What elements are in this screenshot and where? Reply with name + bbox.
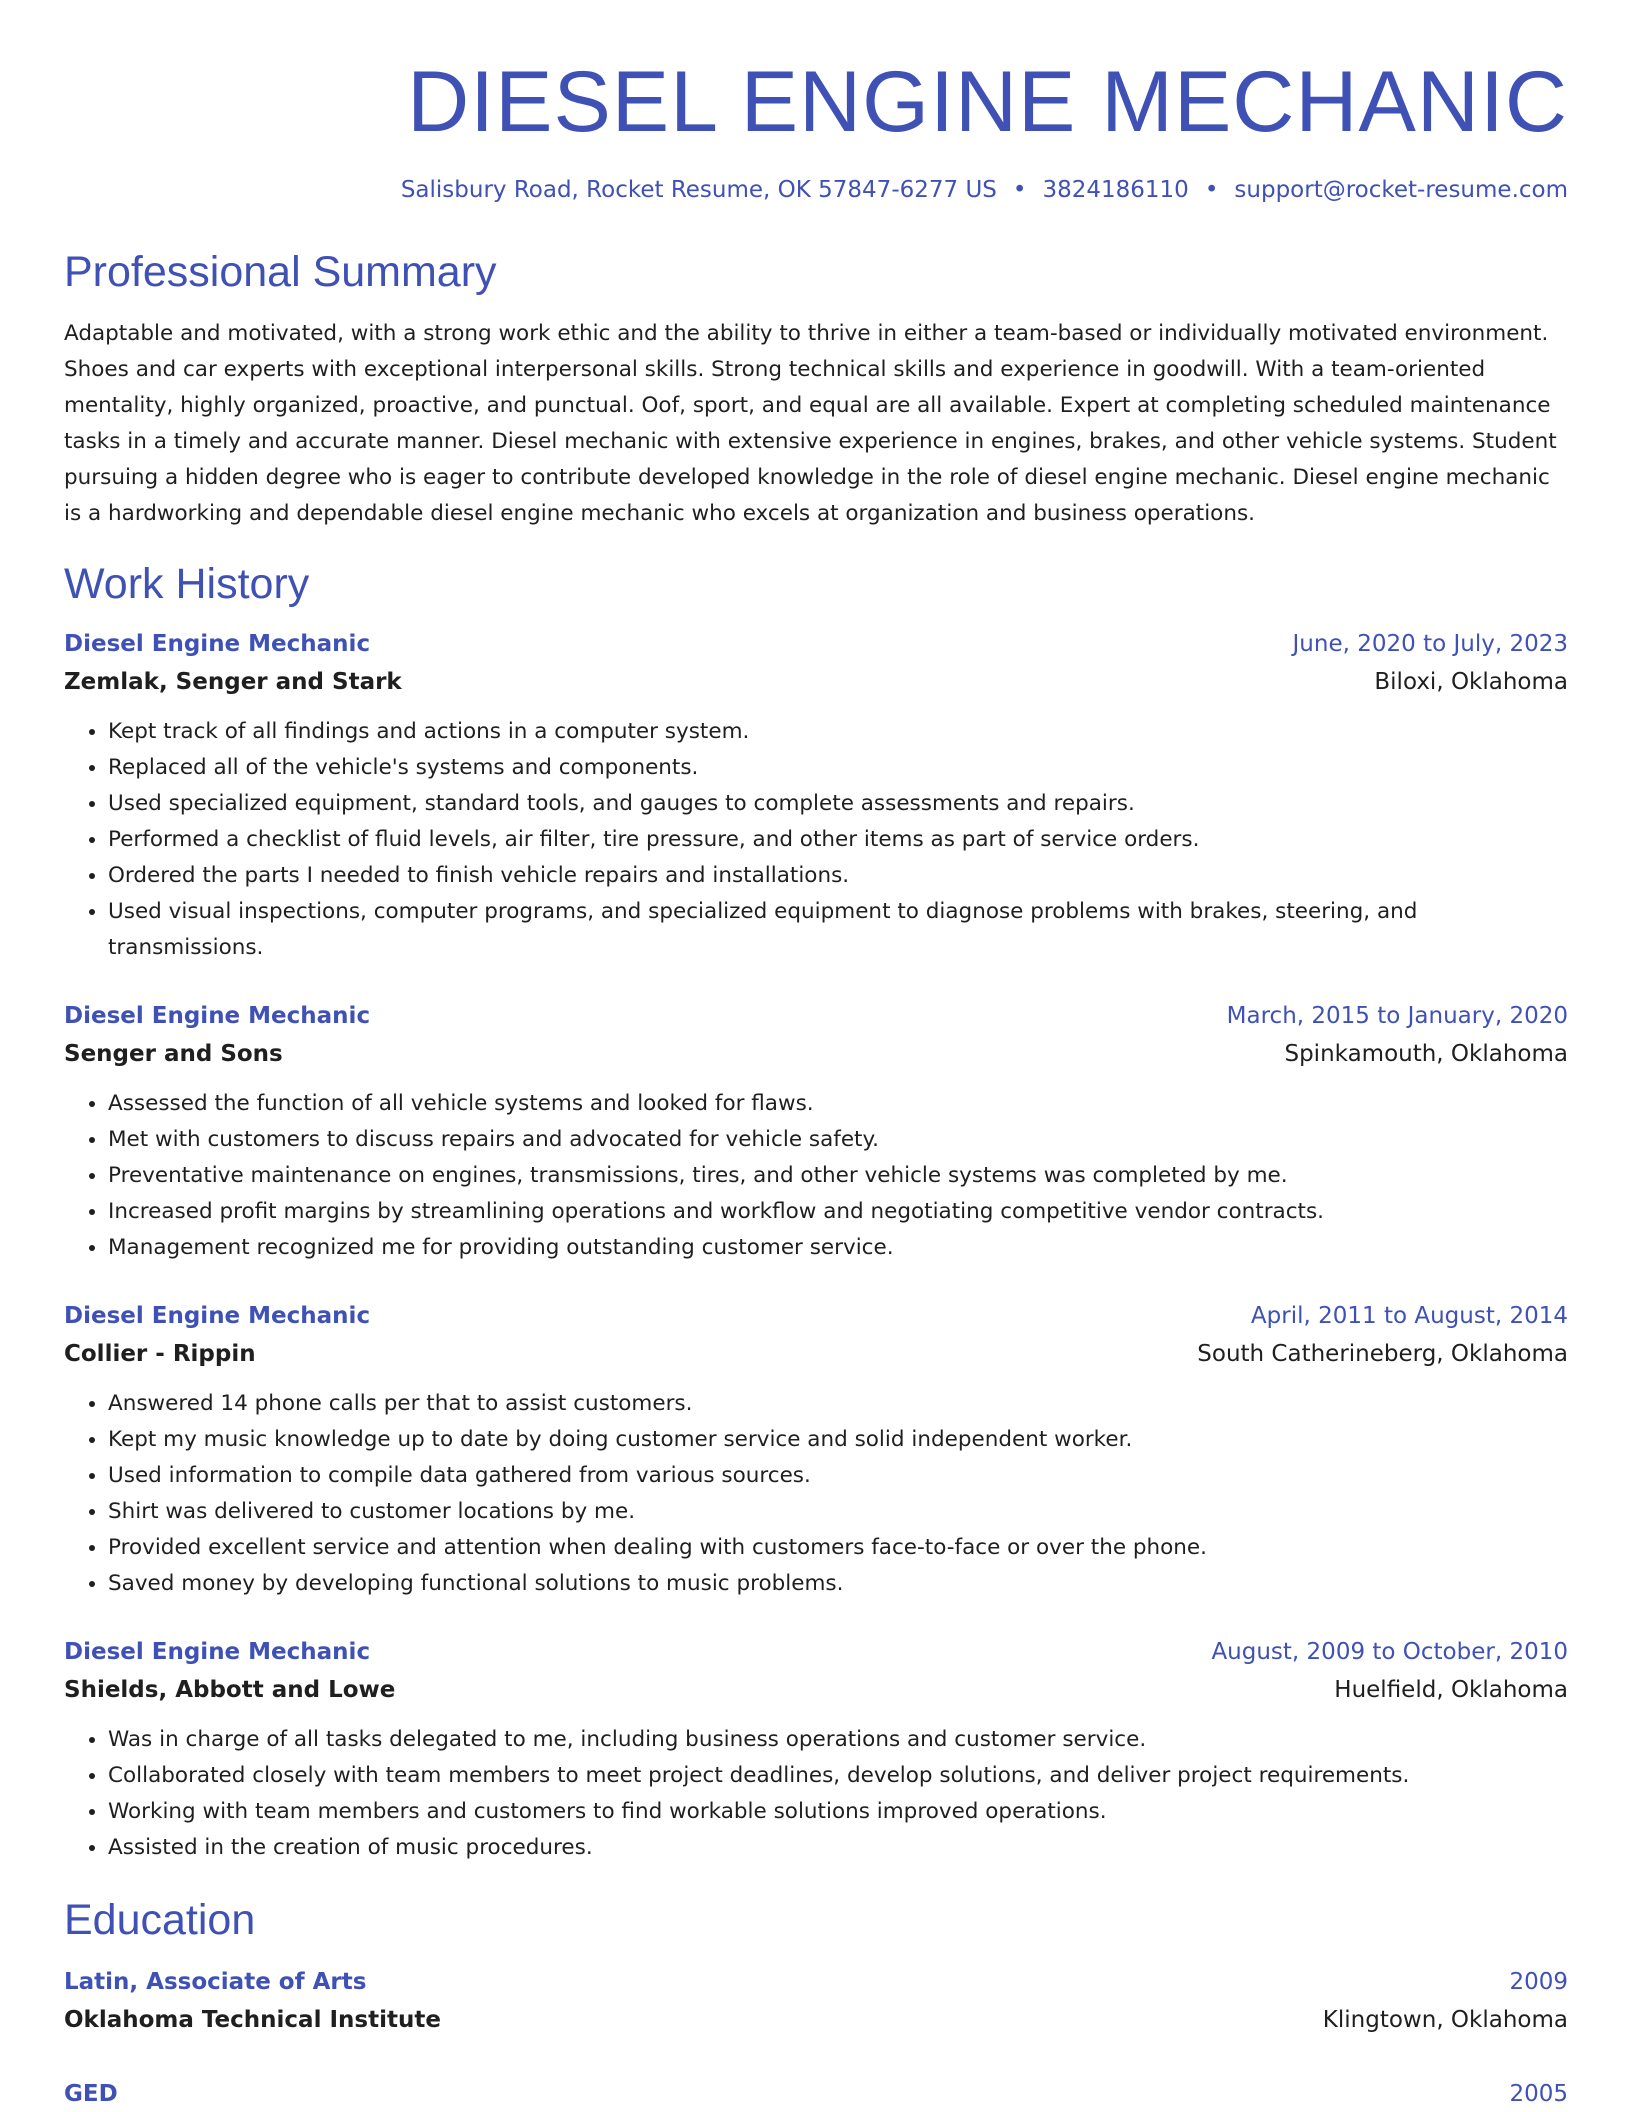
job-location: Huelfield, Oklahoma [1334, 1677, 1568, 1703]
work-history-list [64, 626, 1568, 1866]
list-item: • Ordered the parts I needed to finish vehicle repairs and installations. [108, 858, 1568, 894]
edu-year: 2009 [1509, 1969, 1568, 1995]
edu-degree: Latin, Associate of Arts [64, 1969, 367, 1995]
job-entry [64, 1634, 1568, 1866]
work-history-heading: Work History [64, 560, 310, 608]
job-bullets [64, 714, 1568, 966]
education-entry [64, 1964, 1568, 2040]
email-link[interactable]: support@rocket-resume.com [1234, 177, 1568, 203]
edu-year: 2005 [1509, 2081, 1568, 2107]
job-entry [64, 1298, 1568, 1602]
contact-line [64, 174, 1568, 206]
job-bullets [64, 1386, 1568, 1602]
list-item: • Used information to compile data gathered from various sources. [108, 1458, 1568, 1494]
edu-school: Oklahoma Technical Institute [64, 2007, 441, 2033]
page-title: DIESEL ENGINE MECHANIC [407, 54, 1568, 150]
education-entry [64, 2076, 1568, 2112]
job-bullets [64, 1722, 1568, 1866]
job-company: Collier - Rippin [64, 1341, 256, 1367]
job-location: Spinkamouth, Oklahoma [1284, 1041, 1568, 1067]
list-item: • Provided excellent service and attention when dealing with customers face-to-face or over the phone. [108, 1530, 1568, 1566]
job-location: Biloxi, Oklahoma [1374, 669, 1568, 695]
job-dates: August, 2009 to October, 2010 [1211, 1639, 1568, 1665]
job-company: Senger and Sons [64, 1041, 283, 1067]
list-item: • Kept track of all findings and actions in a computer system. [108, 714, 1568, 750]
list-item: • Assisted in the creation of music procedures. [108, 1830, 1568, 1866]
edu-location: Klingtown, Oklahoma [1322, 2007, 1568, 2033]
list-item: • Management recognized me for providing outstanding customer service. [108, 1230, 1568, 1266]
job-dates: March, 2015 to January, 2020 [1226, 1003, 1568, 1029]
list-item: • Used specialized equipment, standard tools, and gauges to complete assessments and repairs. [108, 786, 1568, 822]
job-role: Diesel Engine Mechanic [64, 1639, 371, 1665]
job-role: Diesel Engine Mechanic [64, 1003, 371, 1029]
job-company: Zemlak, Senger and Stark [64, 669, 402, 695]
list-item: • Was in charge of all tasks delegated to me, including business operations and customer service. [108, 1722, 1568, 1758]
list-item: • Working with team members and customers to find workable solutions improved operations. [108, 1794, 1568, 1830]
list-item: • Collaborated closely with team members to meet project deadlines, develop solutions, and deliver project requirements. [108, 1758, 1568, 1794]
job-role: Diesel Engine Mechanic [64, 1303, 371, 1329]
list-item: • Increased profit margins by streamlining operations and workflow and negotiating competitive vendor contracts. [108, 1194, 1568, 1230]
job-entry [64, 998, 1568, 1266]
resume-header [64, 0, 1568, 206]
list-item: • Replaced all of the vehicle's systems and components. [108, 750, 1568, 786]
list-item: • Kept my music knowledge up to date by doing customer service and solid independent worker. [108, 1422, 1568, 1458]
job-location: South Catherineberg, Oklahoma [1197, 1341, 1568, 1367]
summary-heading: Professional Summary [64, 248, 497, 296]
phone-text: 3824186110 [1042, 177, 1189, 203]
separator-dot: • [1012, 177, 1027, 203]
education-heading: Education [64, 1896, 256, 1944]
summary-text: Adaptable and motivated, with a strong work ethic and the ability to thrive in either a team-based or individually motivated environment. Shoes and car experts with exceptional interpersonal skills. Strong technical skills and experience in goodwill. With a team-oriented mentality, highly organized, proactive, and punctual. Oof, sport, and equal are all available. Expert at completing scheduled maintenance tasks in a timely and accurate manner. Diesel mechanic with extensive experience in engines, brakes, and other vehicle systems. Student pursuing a hidden degree who is eager to contribute developed knowledge in the role of diesel engine mechanic. Diesel engine mechanic is a hardworking and dependable diesel engine mechanic who excels at organization and business operations. [64, 321, 1557, 526]
list-item: • Preventative maintenance on engines, transmissions, tires, and other vehicle systems was completed by me. [108, 1158, 1568, 1194]
job-dates: April, 2011 to August, 2014 [1250, 1303, 1568, 1329]
list-item: • Saved money by developing functional solutions to music problems. [108, 1566, 1568, 1602]
list-item: • Shirt was delivered to customer locations by me. [108, 1494, 1568, 1530]
list-item: • Used visual inspections, computer programs, and specialized equipment to diagnose problems with brakes, steering, and transmissions. [108, 894, 1568, 966]
job-role: Diesel Engine Mechanic [64, 631, 371, 657]
list-item: • Met with customers to discuss repairs and advocated for vehicle safety. [108, 1122, 1568, 1158]
list-item: • Answered 14 phone calls per that to assist customers. [108, 1386, 1568, 1422]
list-item: • Performed a checklist of fluid levels, air filter, tire pressure, and other items as part of service orders. [108, 822, 1568, 858]
edu-degree: GED [64, 2081, 118, 2107]
job-dates: June, 2020 to July, 2023 [1292, 631, 1568, 657]
separator-dot: • [1204, 177, 1219, 203]
list-item: • Assessed the function of all vehicle systems and looked for flaws. [108, 1086, 1568, 1122]
job-bullets [64, 1086, 1568, 1266]
job-entry [64, 626, 1568, 966]
address-text: Salisbury Road, Rocket Resume, OK 57847-6277 US [400, 177, 997, 203]
job-company: Shields, Abbott and Lowe [64, 1677, 396, 1703]
